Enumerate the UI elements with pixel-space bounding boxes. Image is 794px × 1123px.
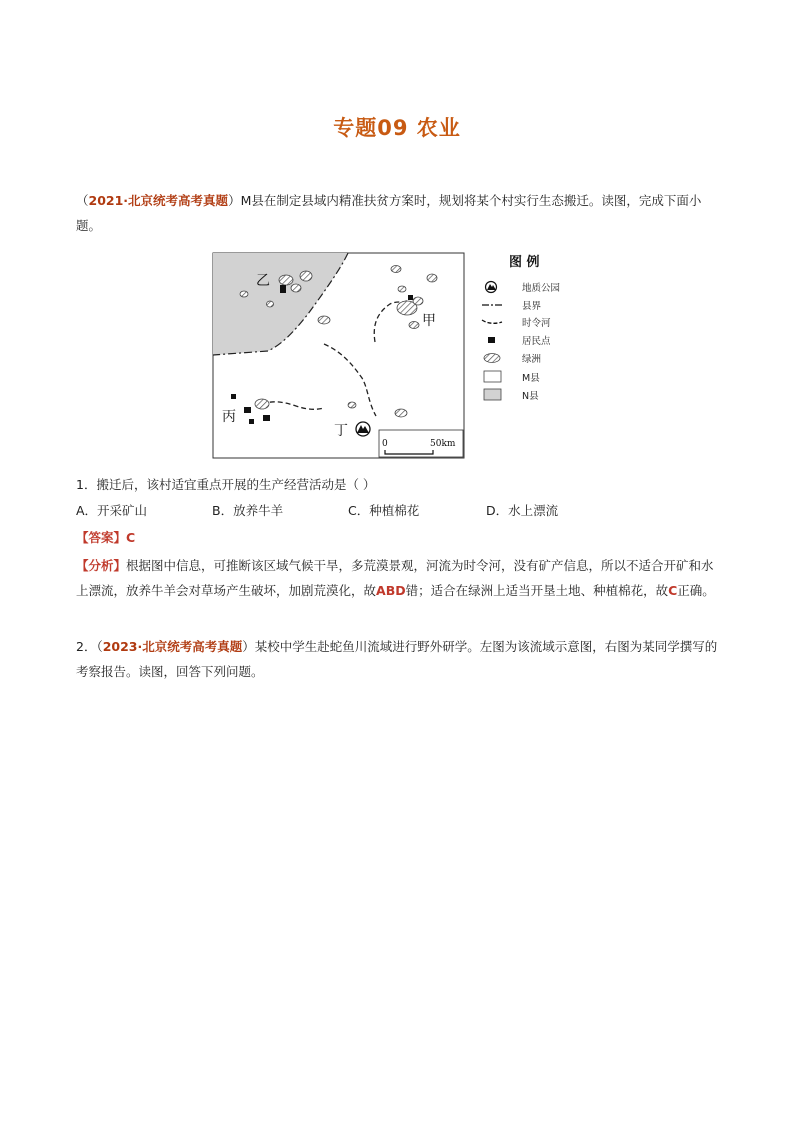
question-1-source: 2021·北京统考高考真题 — [88, 193, 229, 208]
oasis — [300, 271, 312, 281]
legend-label: 时令河 — [522, 318, 551, 329]
geopark-icon — [356, 422, 370, 436]
legend-title: 图 例 — [509, 255, 540, 270]
option-d[interactable]: D．水上漂流 — [486, 503, 559, 518]
legend-oasis-symbol — [484, 354, 500, 363]
option-a[interactable]: A．开采矿山 — [76, 503, 148, 518]
analysis-text: 错；适合在绿洲上适当开垦土地、种植棉花，故 — [405, 583, 669, 598]
analysis — [76, 553, 720, 603]
legend-label: 绿洲 — [522, 354, 542, 365]
question-2: 2．（2023·北京统考高考真题）某校中学生赴蛇鱼川流域进行野外研学。左图为该流域示意图，右图为某同学撰写的考察报告。读图，回答下列问题。 — [76, 639, 718, 679]
label-jia: 甲 — [422, 313, 436, 329]
oasis — [391, 266, 401, 273]
oasis — [409, 322, 419, 329]
oasis — [395, 409, 407, 417]
label-ding: 丁 — [334, 423, 348, 439]
settlement — [280, 285, 286, 293]
settlement — [249, 419, 254, 424]
oasis — [255, 399, 269, 409]
legend-n-county-symbol — [484, 389, 501, 400]
analysis-text: 根据图中信息，可推断该区域气候干旱，多荒漠景观，河流为时令河，没有矿产信息，所以不适合开矿和水上漂流，放养牛羊会对草场产生破坏，加剧荒漠化，故 — [76, 558, 714, 598]
oasis — [427, 274, 437, 282]
question-1-stem: 1．搬迁后，该村适宜重点开展的生产经营活动是（ ） — [76, 477, 376, 492]
page-title: 专题09 农业 — [333, 116, 461, 140]
settlement — [408, 295, 413, 300]
scale-distance: 50km — [430, 439, 456, 449]
scale-zero: 0 — [382, 439, 388, 449]
question-2-text: 某校中学生赴蛇鱼川流域进行野外研学。左图为该流域示意图，右图为某同学撰写的考察报告。读图，回答下列问题。 — [76, 639, 718, 679]
question-1-intro-text: M县在制定县域内精准扶贫方案时，规划将某个村实行生态搬迁。读图，完成下面小题。 — [76, 193, 702, 233]
analysis-wrong-options: ABD — [376, 583, 406, 598]
answer-value: C — [126, 530, 136, 545]
oasis — [318, 316, 330, 324]
oasis — [240, 291, 248, 297]
legend-river-symbol — [482, 320, 502, 323]
settlement — [263, 415, 270, 421]
legend-label: 县界 — [522, 301, 542, 312]
settlement — [231, 394, 236, 399]
analysis-correct-option: C — [668, 583, 678, 598]
legend-label: 居民点 — [522, 336, 551, 347]
legend-geopark-icon — [486, 282, 497, 293]
oasis — [398, 286, 406, 292]
answer-line — [76, 525, 720, 550]
oasis — [413, 297, 423, 305]
legend-m-county-symbol — [484, 371, 501, 382]
legend-label: 地质公园 — [522, 283, 561, 294]
oasis — [279, 275, 293, 285]
analysis-label: 【分析】 — [76, 558, 127, 573]
option-c[interactable]: C．种植棉花 — [348, 503, 420, 518]
map-figure — [212, 252, 584, 460]
answer-label: 【答案】 — [76, 530, 127, 545]
label-bing: 丙 — [222, 409, 236, 425]
question-2-number: 2． — [76, 639, 97, 654]
oasis — [267, 301, 274, 307]
legend-label: M县 — [522, 373, 540, 384]
question-1-intro: （2021·北京统考高考真题）M县在制定县域内精准扶贫方案时，规划将某个村实行生态搬迁。读图，完成下面小题。 — [76, 193, 702, 233]
question-2-source: 2023·北京统考高考真题 — [102, 639, 243, 654]
oasis — [291, 284, 301, 292]
legend-settlement-symbol — [488, 337, 495, 343]
option-b[interactable]: B．放养牛羊 — [212, 503, 284, 518]
analysis-text: 正确。 — [677, 583, 715, 598]
legend-label: N县 — [522, 391, 539, 402]
settlement — [244, 407, 251, 413]
oasis — [348, 402, 356, 408]
label-yi: 乙 — [256, 273, 270, 289]
